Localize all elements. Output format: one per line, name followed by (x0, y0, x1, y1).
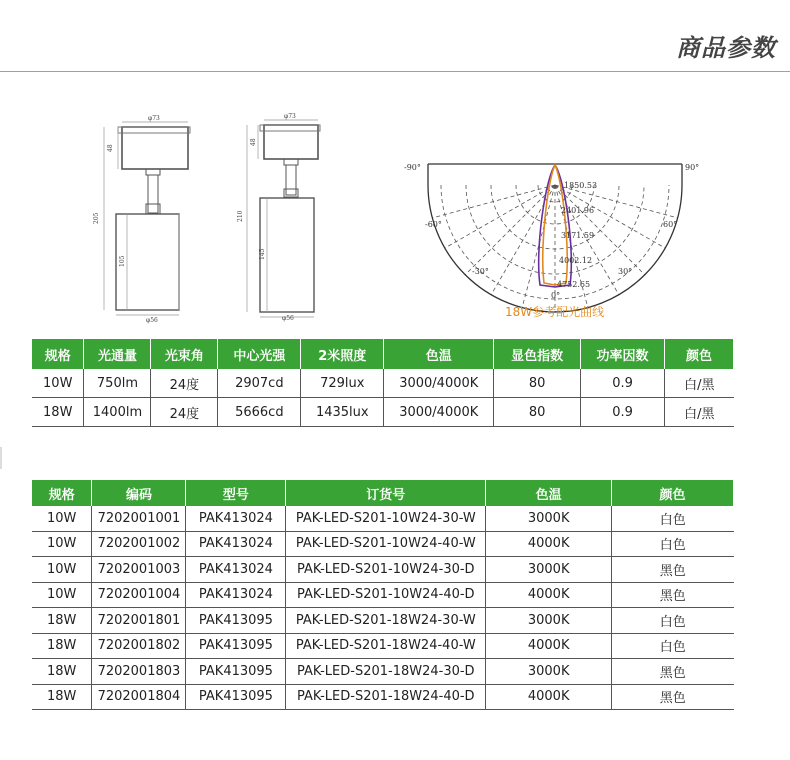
ring-value-3: 3171.59 (561, 231, 595, 240)
table-row (32, 582, 734, 608)
dim-body-width: φ56 (282, 315, 294, 322)
dim-body-height: 145 (259, 248, 266, 260)
spec-table (32, 339, 734, 427)
polar-caption: 18W参考配光曲线 (505, 305, 605, 319)
angle-label-neg90: -90° (404, 163, 421, 172)
order-body (32, 506, 734, 710)
table-cell: 18W (32, 684, 92, 710)
table-row (32, 369, 734, 398)
table-cell: 4000K (486, 684, 612, 710)
table-row (32, 659, 734, 685)
dim-top-width: φ73 (148, 115, 160, 122)
column-header: 规格 (32, 339, 84, 369)
table-cell: 4000K (486, 633, 612, 659)
dim-total-height: 210 (237, 210, 244, 222)
column-header: 型号 (186, 480, 286, 506)
table-cell: 4000K (486, 531, 612, 557)
table-cell: 4000K (486, 582, 612, 608)
ring-value-1: 1850.53 (564, 181, 598, 190)
table-cell: PAK-LED-S201-18W24-30-D (286, 659, 486, 685)
table-cell: PAK-LED-S201-10W24-30-W (286, 506, 486, 531)
table-cell: 白/黑 (665, 369, 734, 398)
ring-value-5: 4752.65 (557, 280, 591, 289)
column-header: 色温 (486, 480, 612, 506)
table-cell: 7202001802 (92, 633, 186, 659)
table-cell: PAK413095 (186, 633, 286, 659)
column-header: 功率因数 (581, 339, 665, 369)
table-cell: 80 (494, 398, 581, 427)
table-cell: 7202001801 (92, 608, 186, 634)
table-cell: 10W (32, 531, 92, 557)
dim-head-height: 48 (250, 138, 257, 146)
table-cell: PAK413024 (186, 506, 286, 531)
table-cell: PAK-LED-S201-10W24-30-D (286, 557, 486, 583)
angle-label-90: 90° (685, 163, 700, 172)
table-cell: 1400lm (84, 398, 151, 427)
side-mark (0, 447, 2, 469)
dim-body-width: φ56 (146, 317, 158, 324)
angle-label-0: 0° (551, 291, 561, 300)
table-cell: 10W (32, 557, 92, 583)
dimension-drawing-10w (104, 122, 190, 315)
table-cell: 1435lux (301, 398, 384, 427)
table-cell: 729lux (301, 369, 384, 398)
table-cell: 24度 (151, 369, 218, 398)
table-cell: 3000/4000K (384, 369, 494, 398)
table-cell: 白色 (612, 608, 734, 634)
table-cell: 白色 (612, 531, 734, 557)
table-cell: 7202001804 (92, 684, 186, 710)
table-cell: 7202001003 (92, 557, 186, 583)
table-row (32, 506, 734, 531)
table-cell: PAK413095 (186, 684, 286, 710)
ring-value-4: 4002.12 (559, 256, 593, 265)
table-cell: PAK413095 (186, 608, 286, 634)
table-cell: 24度 (151, 398, 218, 427)
table-cell: 10W (32, 369, 84, 398)
table-cell: 黑色 (612, 557, 734, 583)
table-cell: 3000K (486, 659, 612, 685)
column-header: 编码 (92, 480, 186, 506)
spec-header-row (32, 339, 734, 369)
dim-total-height: 205 (93, 212, 100, 224)
table-cell: 7202001803 (92, 659, 186, 685)
column-header: 颜色 (665, 339, 734, 369)
order-header-row (32, 480, 734, 506)
table-cell: 7202001002 (92, 531, 186, 557)
dimension-labels-10w (93, 115, 160, 324)
table-cell: 黑色 (612, 659, 734, 685)
column-header: 颜色 (612, 480, 734, 506)
column-header: 中心光强 (218, 339, 301, 369)
table-cell: PAK-LED-S201-10W24-40-D (286, 582, 486, 608)
table-cell: 3000K (486, 557, 612, 583)
table-cell: PAK413024 (186, 531, 286, 557)
table-cell: PAK413095 (186, 659, 286, 685)
polar-light-distribution-diagram (404, 163, 699, 319)
table-row (32, 557, 734, 583)
column-header: 2米照度 (301, 339, 384, 369)
table-cell: 18W (32, 659, 92, 685)
column-header: 规格 (32, 480, 92, 506)
product-drawings (0, 100, 790, 335)
table-cell: PAK-LED-S201-18W24-40-W (286, 633, 486, 659)
table-cell: 白/黑 (665, 398, 734, 427)
dim-top-width: φ73 (284, 113, 296, 120)
table-cell: 80 (494, 369, 581, 398)
ring-value-2: 2401.96 (561, 206, 595, 215)
polar-labels (404, 163, 699, 300)
table-cell: 10W (32, 506, 92, 531)
title-divider (0, 71, 790, 72)
table-row (32, 684, 734, 710)
column-header: 订货号 (286, 480, 486, 506)
dim-body-height: 105 (119, 255, 126, 267)
table-cell: PAK-LED-S201-18W24-30-W (286, 608, 486, 634)
table-cell: 2907cd (218, 369, 301, 398)
table-cell: PAK-LED-S201-18W24-40-D (286, 684, 486, 710)
table-cell: 18W (32, 398, 84, 427)
table-row (32, 633, 734, 659)
table-cell: 7202001001 (92, 506, 186, 531)
dimension-drawing-18w (247, 120, 320, 317)
column-header: 显色指数 (494, 339, 581, 369)
table-cell: 5666cd (218, 398, 301, 427)
angle-label-30: 30° (618, 267, 633, 276)
dimension-labels-18w (237, 113, 296, 322)
table-cell: 3000K (486, 506, 612, 531)
table-cell: 18W (32, 608, 92, 634)
table-cell: 0.9 (581, 398, 665, 427)
table-row (32, 398, 734, 427)
table-cell: PAK413024 (186, 582, 286, 608)
spec-body (32, 369, 734, 427)
table-cell: 白色 (612, 506, 734, 531)
table-cell: 18W (32, 633, 92, 659)
page-title: 商品参数 (676, 34, 776, 62)
table-cell: 黑色 (612, 582, 734, 608)
table-cell: 10W (32, 582, 92, 608)
table-cell: 黑色 (612, 684, 734, 710)
angle-label-neg60: -60° (425, 220, 442, 229)
column-header: 光通量 (84, 339, 151, 369)
table-cell: PAK-LED-S201-10W24-40-W (286, 531, 486, 557)
angle-label-neg30: -30° (472, 267, 489, 276)
table-cell: 3000/4000K (384, 398, 494, 427)
table-cell: 白色 (612, 633, 734, 659)
table-cell: PAK413024 (186, 557, 286, 583)
table-cell: 0.9 (581, 369, 665, 398)
order-table (32, 480, 734, 710)
table-cell: 7202001004 (92, 582, 186, 608)
table-cell: 3000K (486, 608, 612, 634)
table-row (32, 608, 734, 634)
column-header: 色温 (384, 339, 494, 369)
column-header: 光束角 (151, 339, 218, 369)
table-row (32, 531, 734, 557)
angle-label-60: 60° (663, 220, 678, 229)
dim-head-height: 48 (107, 144, 114, 152)
table-cell: 750lm (84, 369, 151, 398)
